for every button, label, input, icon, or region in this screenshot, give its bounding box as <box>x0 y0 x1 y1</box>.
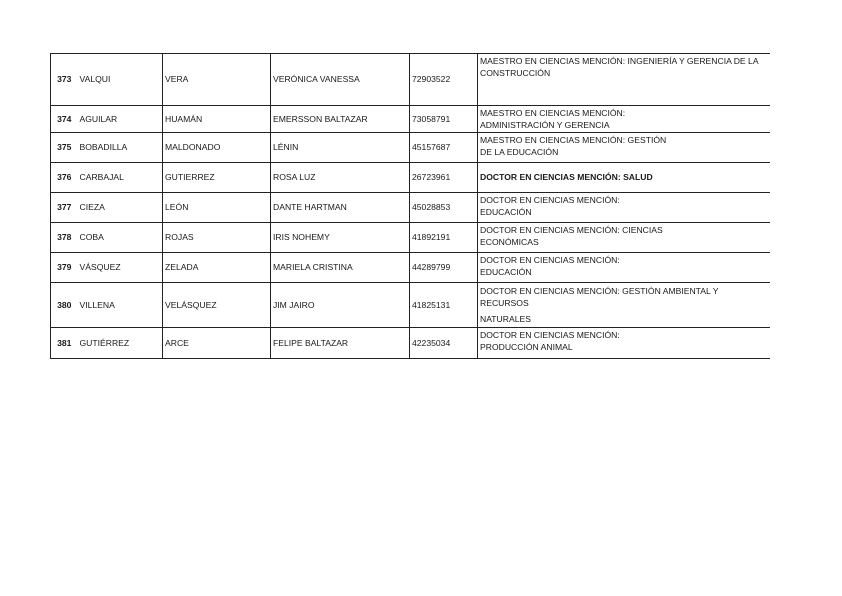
degree-line: ADMINISTRACIÓN Y GERENCIA <box>480 120 610 131</box>
row-number: 374 <box>51 106 78 133</box>
maternal-surname: MALDONADO <box>163 133 271 163</box>
paternal-surname: VALQUI <box>78 54 163 106</box>
table-row <box>51 283 770 328</box>
graduates-table <box>50 53 770 359</box>
dni-number: 26723961 <box>410 163 478 193</box>
maternal-surname: GUTIERREZ <box>163 163 271 193</box>
table-row <box>51 223 770 253</box>
given-names: IRIS NOHEMY <box>271 223 410 253</box>
degree <box>478 54 770 106</box>
paternal-surname: CIEZA <box>78 193 163 223</box>
table-row <box>51 133 770 163</box>
degree-line: ECONÓMICAS <box>480 237 539 248</box>
maternal-surname: VERA <box>163 54 271 106</box>
row-number: 379 <box>51 253 78 283</box>
degree <box>478 253 770 283</box>
table-row <box>51 193 770 223</box>
dni-number: 42235034 <box>410 328 478 359</box>
row-number: 373 <box>51 54 78 106</box>
maternal-surname: ARCE <box>163 328 271 359</box>
degree-line: NATURALES <box>480 313 531 324</box>
degree <box>478 328 770 359</box>
degree-line: MAESTRO EN CIENCIAS MENCIÓN: <box>480 108 626 118</box>
dni-number: 41825131 <box>410 283 478 328</box>
degree <box>478 193 770 223</box>
dni-number: 41892191 <box>410 223 478 253</box>
row-number: 376 <box>51 163 78 193</box>
table-row <box>51 328 770 359</box>
given-names: MARIELA CRISTINA <box>271 253 410 283</box>
degree <box>478 163 770 193</box>
degree-line: EDUCACIÓN <box>480 267 532 278</box>
degree <box>478 223 770 253</box>
degree-line: DOCTOR EN CIENCIAS MENCIÓN: GESTIÓN AMBIENTAL Y RECURSOS <box>480 285 719 309</box>
degree <box>478 283 770 328</box>
table-row <box>51 163 770 193</box>
dni-number: 45028853 <box>410 193 478 223</box>
given-names: FELIPE BALTAZAR <box>271 328 410 359</box>
given-names: EMERSSON BALTAZAR <box>271 106 410 133</box>
paternal-surname: VILLENA <box>78 283 163 328</box>
given-names: LÉNIN <box>271 133 410 163</box>
degree-line: DOCTOR EN CIENCIAS MENCIÓN: <box>480 330 620 340</box>
table-row <box>51 253 770 283</box>
dni-number: 44289799 <box>410 253 478 283</box>
row-number: 380 <box>51 283 78 328</box>
table-row <box>51 54 770 106</box>
given-names: VERÓNICA VANESSA <box>271 54 410 106</box>
maternal-surname: ROJAS <box>163 223 271 253</box>
row-number: 378 <box>51 223 78 253</box>
degree-line: DOCTOR EN CIENCIAS MENCIÓN: <box>480 255 620 265</box>
dni-number: 45157687 <box>410 133 478 163</box>
graduates-table-body <box>51 54 770 359</box>
paternal-surname: VÁSQUEZ <box>78 253 163 283</box>
given-names: DANTE HARTMAN <box>271 193 410 223</box>
degree-line: CONSTRUCCIÓN <box>480 68 551 79</box>
degree-line: PRODUCCIÓN ANIMAL <box>480 342 573 353</box>
paternal-surname: COBA <box>78 223 163 253</box>
dni-number: 72903522 <box>410 54 478 106</box>
degree-line: EDUCACIÓN <box>480 207 532 218</box>
degree-line: DE LA EDUCACIÓN <box>480 147 559 158</box>
paternal-surname: AGUILAR <box>78 106 163 133</box>
paternal-surname: CARBAJAL <box>78 163 163 193</box>
degree-line: MAESTRO EN CIENCIAS MENCIÓN: INGENIERÍA Y GERENCIA DE LA <box>480 56 759 66</box>
maternal-surname: LEÓN <box>163 193 271 223</box>
degree <box>478 106 770 133</box>
dni-number: 73058791 <box>410 106 478 133</box>
maternal-surname: HUAMÁN <box>163 106 271 133</box>
degree-line: DOCTOR EN CIENCIAS MENCIÓN: CIENCIAS <box>480 225 663 235</box>
maternal-surname: ZELADA <box>163 253 271 283</box>
row-number: 381 <box>51 328 78 359</box>
degree-line: DOCTOR EN CIENCIAS MENCIÓN: SALUD <box>480 172 653 183</box>
row-number: 375 <box>51 133 78 163</box>
degree-line: MAESTRO EN CIENCIAS MENCIÓN: GESTIÓN <box>480 135 667 145</box>
maternal-surname: VELÁSQUEZ <box>163 283 271 328</box>
degree <box>478 133 770 163</box>
paternal-surname: BOBADILLA <box>78 133 163 163</box>
given-names: ROSA LUZ <box>271 163 410 193</box>
row-number: 377 <box>51 193 78 223</box>
degree-line: DOCTOR EN CIENCIAS MENCIÓN: <box>480 195 620 205</box>
table-row <box>51 106 770 133</box>
given-names: JIM JAIRO <box>271 283 410 328</box>
paternal-surname: GUTIÉRREZ <box>78 328 163 359</box>
